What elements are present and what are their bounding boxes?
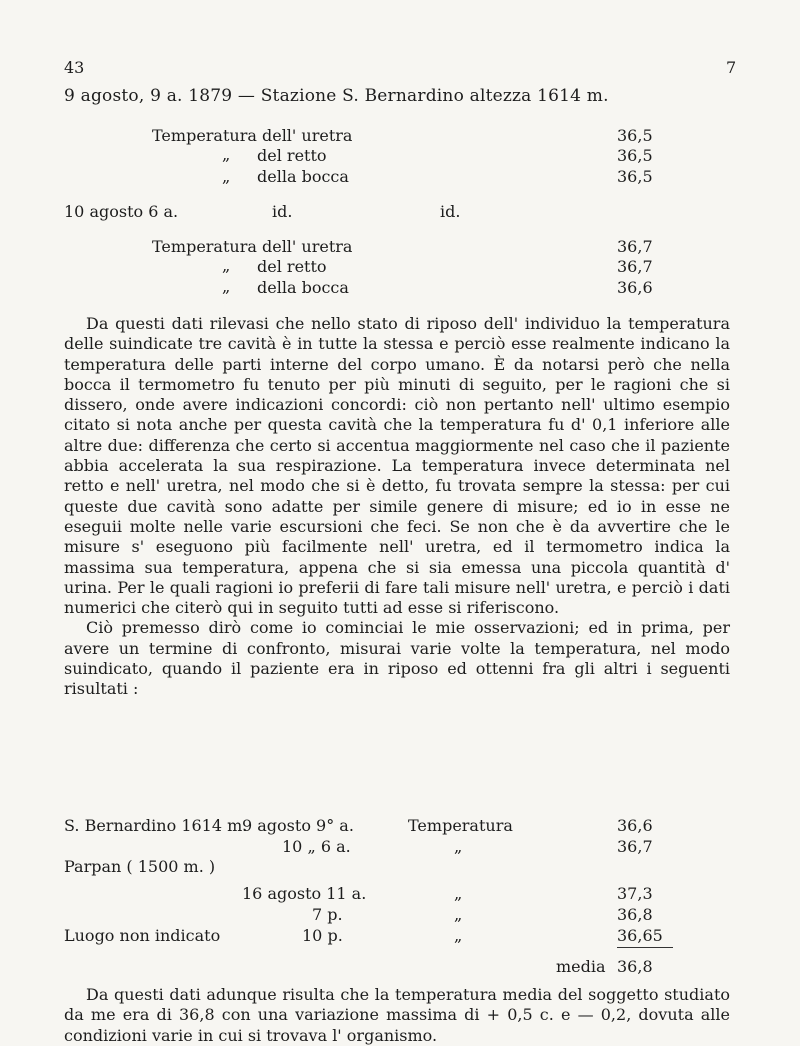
paragraph-1: Da questi dati rilevasi che nello stato di riposo dell' individuo la temperatura delle suindicate tre cavità è in tutte la stessa e perciò esse realmente indicano la temperatura delle parti interne del corpo umano. È da notarsi però che nella bocca il termometro fu tenuto per più minuti di seguito, per le ragioni che si dissero, onde avere indicazioni concordi: ciò non pertanto nell' ultimo esempio citato si nota anche per questa cavità che la temperatura fu d' 0,1 inferiore alle altre due: differenza che certo si accentua maggiormente nel caso che il paziente abbia accelerata la sua respirazione. La temperatura invece determinata nel retto e nell' uretra, nel modo che si è detto, fu trovata sempre la stessa: per cui queste due cavità sono adatte per simile genere di misure; ed io in esse ne eseguii molte nelle varie escursioni che feci. Se non che è da avvertire che le misure s' eseguono più facilmente nell' uretra, ed il termometro indica la massima sua temperatura, appena che si sia emessa una piccola quantità d' urina. Per le quali ragioni io preferii di fare tali misure nell' uretra, e perciò i dati numerici che citerò qui in seguito tutti ad esse si riferiscono. — [64, 314, 730, 618]
results-date-4: 16 agosto 11 a. — [242, 884, 367, 903]
block2-label-1: Temperatura dell' uretra — [152, 237, 353, 256]
results-date-2: 10 „ 6 a. — [282, 837, 351, 856]
station-header: 9 agosto, 9 a. 1879 — Stazione S. Bernardino altezza 1614 m. — [64, 86, 609, 106]
results-value-4: 37,3 — [617, 884, 653, 903]
block1-ditto-3: „ — [222, 167, 231, 186]
results-value-2: 36,7 — [617, 837, 653, 856]
block2-ditto-2: „ — [222, 256, 231, 275]
paragraph-3: Da questi dati adunque risulta che la temperatura media del soggetto studiato da me era di 36,8 con una variazione massima di + 0,5 c. e — 0,2, dovuta alle condizioni varie in cui si trovava l' organismo. — [64, 985, 730, 1045]
body-text — [64, 314, 730, 700]
results-place-3: Parpan ( 1500 m. ) — [64, 857, 216, 876]
block2-value-2: 36,7 — [617, 257, 653, 276]
block2-label-3: della bocca — [257, 278, 349, 297]
block2-label-2: del retto — [257, 257, 327, 276]
second-date: 10 agosto 6 a. — [64, 202, 179, 221]
block1-label-1: Temperatura dell' uretra — [152, 126, 353, 145]
results-measure-5: „ — [454, 905, 463, 924]
sum-rule — [617, 947, 673, 948]
results-place-1: S. Bernardino 1614 m. — [64, 816, 248, 835]
block1-ditto-2: „ — [222, 145, 231, 164]
conclusion-text — [64, 985, 730, 1046]
results-measure-2: „ — [454, 837, 463, 856]
results-measure-6: „ — [454, 926, 463, 945]
block1-label-2: del retto — [257, 146, 327, 165]
media-label: media — [556, 957, 606, 976]
results-date-1: 9 agosto 9° a. — [242, 816, 354, 835]
block1-value-1: 36,5 — [617, 126, 653, 145]
results-measure-4: „ — [454, 884, 463, 903]
results-value-1: 36,6 — [617, 816, 653, 835]
results-date-6: 10 p. — [302, 926, 343, 945]
results-value-6: 36,65 — [617, 926, 663, 945]
block2-ditto-3: „ — [222, 277, 231, 296]
block2-value-1: 36,7 — [617, 237, 653, 256]
page-number-right: 7 — [726, 58, 737, 77]
second-date-id2: id. — [440, 202, 461, 221]
results-measure-1: Temperatura — [408, 816, 513, 835]
block1-label-3: della bocca — [257, 167, 349, 186]
results-value-5: 36,8 — [617, 905, 653, 924]
paragraph-2: Ciò premesso dirò come io cominciai le mie osservazioni; ed in prima, per avere un termine di confronto, misurai varie volte la temperatura, nel modo suindicato, quando il paziente era in riposo ed ottenni fra gli altri i seguenti risultati : — [64, 618, 730, 699]
second-date-id1: id. — [272, 202, 293, 221]
block1-value-2: 36,5 — [617, 146, 653, 165]
page-number-left: 43 — [64, 58, 85, 77]
media-value: 36,8 — [617, 957, 653, 976]
block2-value-3: 36,6 — [617, 278, 653, 297]
results-place-6: Luogo non indicato — [64, 926, 221, 945]
results-date-5: 7 p. — [312, 905, 343, 924]
block1-value-3: 36,5 — [617, 167, 653, 186]
